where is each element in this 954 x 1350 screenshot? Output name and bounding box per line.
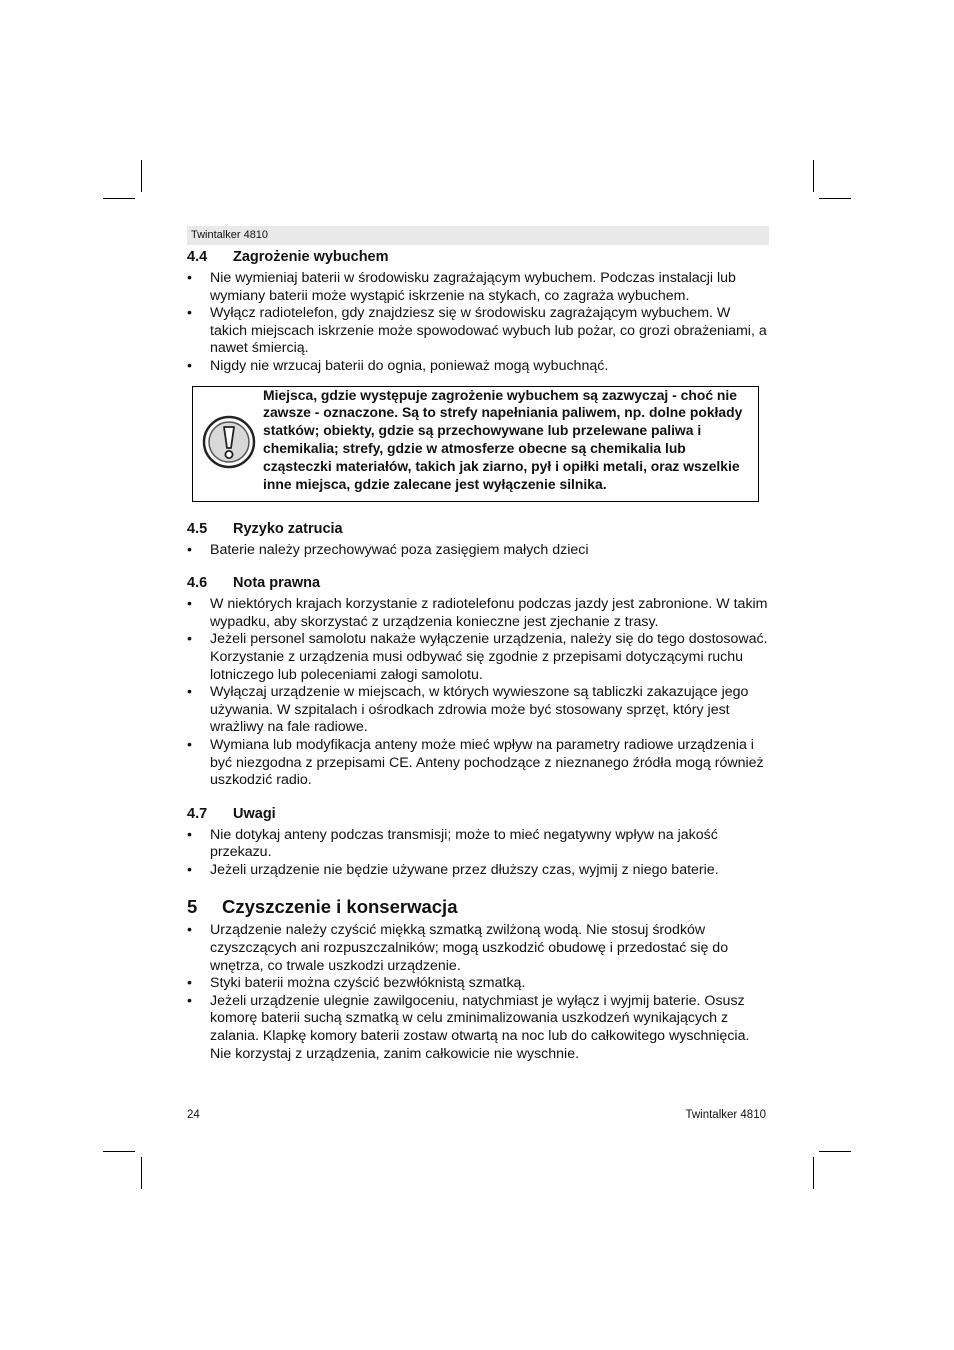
crop-mark [819, 1151, 851, 1152]
crop-mark [103, 198, 135, 199]
chapter-title: Czyszczenie i konserwacja [222, 896, 458, 918]
section-title: Zagrożenie wybuchem [233, 249, 389, 265]
list-item: • Jeżeli urządzenie ulegnie zawilgoceniu, natychmiast je wyłącz i wyjmij baterie. Osusz komorę baterii suchą szmatką w celu zminimalizowania uszkodzeń wynikających z zalania. Klapkę komory baterii zostaw otwartą na noc lub do całkowitego wyschnięcia. Nie korzystaj z urządzenia, zanim całkowicie nie wyschnie. [187, 993, 769, 1063]
footer-product: Twintalker 4810 [685, 1109, 766, 1121]
list-item: • Wyłącz radiotelefon, gdy znajdziesz się w środowisku zagrażającym wybuchem. W takich miejscach iskrzenie może spowodować wybuch lub pożar, co grozi obrażeniami, a nawet śmiercią. [187, 305, 769, 358]
section-heading-4-7 [187, 806, 769, 822]
list-item: • W niektórych krajach korzystanie z radiotelefonu podczas jazdy jest zabronione. W takim wypadku, aby skorzystać z urządzenia konieczne jest zjechanie z trasy. [187, 596, 769, 631]
section-title: Nota prawna [233, 575, 321, 592]
list-item: • Nie dotykaj anteny podczas transmisji; może to mieć negatywny wpływ na jakość przekazu. [187, 827, 769, 862]
list-item: • Urządzenie należy czyścić miękką szmatką zwilżoną wodą. Nie stosuj środków czyszczących ani rozpuszczalników; mogą uszkodzić obudowę i przedostać się do wnętrza, co trwale uszkodzi urządzenie. [187, 922, 769, 975]
list-item: • Wymiana lub modyfikacja anteny może mieć wpływ na parametry radiowe urządzenia i być niezgodna z przepisami CE. Anteny pochodzące z nieznanego źródła mogą również uszkodzić radio. [187, 737, 769, 790]
section-number: 4.6 [187, 575, 208, 592]
list-item: • Styki baterii można czyścić bezwłóknistą szmatką. [187, 975, 769, 993]
bullet-list [187, 922, 769, 1063]
bullet-list [187, 596, 769, 790]
warning-text: Miejsca, gdzie występuje zagrożenie wybuchem są zazwyczaj - choć nie zawsze - oznaczone. Są to strefy napełniania paliwem, np. dolne pokłady statków; obiekty, gdzie są przechowywane lub przelewane paliwa i chemikalia; strefy, gdzie w atmosferze obecne są chemikalia lub cząsteczki materiałów, takich jak ziarno, pył i opiłki metali, oraz wszelkie inne miejsca, gdzie zalecane jest wyłączenie silnika. [263, 386, 743, 492]
warning-box [192, 386, 759, 502]
header-product: Twintalker 4810 [191, 229, 269, 241]
chapter-heading-5 [187, 896, 769, 918]
bullet-list [187, 827, 769, 880]
crop-mark [813, 1157, 814, 1189]
section-heading-4-6 [187, 575, 769, 591]
list-item: • Wyłączaj urządzenie w miejscach, w których wywieszone są tabliczki zakazujące jego używania. W szpitalach i ośrodkach zdrowia może być stosowany sprzęt, który jest wrażliwy na fale radiowe. [187, 684, 769, 737]
chapter-number: 5 [187, 896, 198, 918]
list-item: • Nigdy nie wrzucaj baterii do ognia, ponieważ mogą wybuchnąć. [187, 358, 769, 376]
section-heading-4-4 [187, 249, 769, 265]
crop-mark [141, 1157, 142, 1189]
exclamation-warning-icon [202, 415, 256, 469]
section-number: 4.5 [187, 520, 208, 537]
list-item: • Jeżeli personel samolotu nakaże wyłączenie urządzenia, należy się do tego dostosować. Korzystanie z urządzenia musi odbywać się zgodnie z przepisami dotyczącymi ruchu lotniczego lub poleceniami załogi samolotu. [187, 631, 769, 684]
crop-mark [103, 1151, 135, 1152]
list-item: • Baterie należy przechowywać poza zasięgiem małych dzieci [187, 542, 769, 560]
section-number: 4.7 [187, 805, 208, 822]
list-item: • Jeżeli urządzenie nie będzie używane przez dłuższy czas, wyjmij z niego baterie. [187, 862, 769, 880]
page-number: 24 [187, 1109, 200, 1121]
running-header [187, 226, 769, 245]
bullet-list [187, 270, 769, 376]
crop-mark [141, 160, 142, 192]
crop-mark [813, 160, 814, 192]
section-number: 4.4 [187, 249, 208, 265]
crop-mark [819, 198, 851, 199]
section-heading-4-5 [187, 521, 769, 537]
list-item: • Nie wymieniaj baterii w środowisku zagrażającym wybuchem. Podczas instalacji lub wymiany baterii może wystąpić iskrzenie na stykach, co zagraża wybuchem. [187, 270, 769, 305]
section-title: Ryzyko zatrucia [233, 520, 343, 537]
bullet-list [187, 542, 769, 560]
page-content [187, 247, 769, 1063]
section-title: Uwagi [233, 805, 276, 822]
